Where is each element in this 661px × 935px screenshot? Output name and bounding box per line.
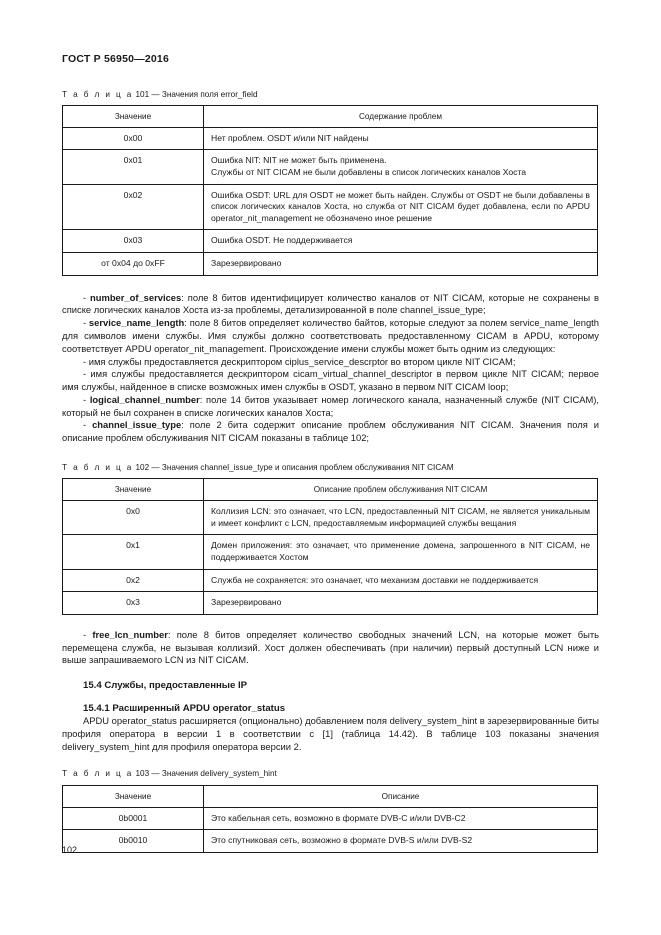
table-row: [63, 592, 598, 615]
table-row: [63, 253, 598, 276]
table-caption-word: Т а б л и ц а: [62, 462, 134, 472]
table-102-caption-text: Значения channel_issue_type и описания проблем обслуживания NIT CICAM: [161, 462, 454, 472]
table-103-dash: —: [151, 769, 160, 779]
table-101-header-row: [63, 105, 598, 127]
table-row: [63, 150, 598, 184]
table-103-body: [63, 807, 598, 852]
table-row: [63, 184, 598, 230]
table-103-number: 103: [135, 769, 150, 779]
table-101-cell-description: Ошибка OSDT. Не поддерживается: [204, 230, 598, 253]
bullet-service-name-source-1: - имя службы предоставляется дескриптором ciplus_service_descrptor во втором цикле NIT CICAM;: [83, 355, 516, 367]
table-101-cell-value: 0x01: [63, 150, 204, 184]
table-103-caption: [62, 769, 599, 779]
term-logical-channel-number: logical_channel_number: [89, 393, 200, 405]
table-101-number: 101: [135, 89, 150, 99]
table-101-cell-value: 0x02: [63, 184, 204, 230]
table-102-cell-value: 0x2: [63, 569, 204, 592]
text-number-of-services: : поле 8 битов идентифицирует количество каналов от NIT CICAM, которые не сохранены в списке логических каналов Хоста из-за проблемы, детализированной в поле channel_issue_type;: [62, 291, 599, 316]
section-heading-15-4: 15.4 Службы, предоставленные IP: [83, 680, 248, 692]
table-102: [62, 478, 598, 615]
table-102-cell-value: 0x1: [63, 535, 204, 569]
table-101: [62, 105, 598, 276]
text-service-name-length: : поле 8 битов определяет количество байтов, которые следуют за полем service_name_length для символов имени службы. Имя службы должно соответствовать предоставленному CICAM в APDU, которому соответствует APDU operator_nit_management. Происхождение имени службы может быть одним из следующих:: [62, 317, 599, 354]
term-free-lcn-number: free_lcn_number: [92, 628, 168, 640]
table-102-cell-description: Коллизия LCN: это означает, что LCN, предоставленный NIT CICAM, не является уникальным и имеет конфликт с LCN, предоставляемым информацией службы вещания: [204, 501, 598, 535]
table-101-cell-value: 0x03: [63, 230, 204, 253]
table-103-cell-value: 0b0001: [63, 807, 204, 830]
standard-header: ГОСТ Р 56950—2016: [62, 53, 170, 65]
table-caption-word: Т а б л и ц а: [62, 89, 134, 99]
table-102-number: 102: [135, 462, 150, 472]
table-101-col-description: Содержание проблем: [204, 105, 598, 127]
table-caption-word: Т а б л и ц а: [62, 769, 134, 779]
table-102-body: [63, 501, 598, 615]
table-row: [63, 501, 598, 535]
table-row: [63, 230, 598, 253]
table-101-cell-value: от 0x04 до 0xFF: [63, 253, 204, 276]
paragraph-operator-status: APDU operator_status расширяется (опционально) добавлением поля delivery_system_hint в зарезервированные биты профиля оператора в версии 1 в соответствии с [1] (таблица 14.42). В таблице 103 показаны значения delivery_system_hint для профиля оператора версии 2.: [62, 715, 599, 752]
section-heading-15-4-1: 15.4.1 Расширенный APDU operator_status: [83, 702, 286, 714]
table-103-caption-text: Значения delivery_system_hint: [161, 769, 277, 779]
table-103-header-row: [63, 785, 598, 807]
table-101-caption-text: Значения поля error_field: [161, 89, 258, 99]
table-row: [63, 535, 598, 569]
table-101-cell-value: 0x00: [63, 127, 204, 150]
paragraph-channel-issue-type: - channel_issue_type: поле 2 бита содержит описание проблем обслуживания NIT CICAM. Значения поля и описание проблем обслуживания NIT CICAM показаны в таблице 102;: [62, 419, 599, 444]
table-103-cell-description: Это кабельная сеть, возможно в формате DVB-C и/или DVB-C2: [204, 807, 598, 830]
table-102-cell-description: Домен приложения: это означает, что применение домена, запрошенного в NIT CICAM, не поддерживается Хостом: [204, 535, 598, 569]
paragraph-number-of-services: - number_of_services: поле 8 битов идентифицирует количество каналов от NIT CICAM, которые не сохранены в списке логических каналов Хоста из-за проблемы, детализированной в поле channel_issue_type;: [62, 291, 599, 316]
table-row: [63, 569, 598, 592]
table-103-cell-description: Это спутниковая сеть, возможно в формате DVB-S и/или DVB-S2: [204, 830, 598, 853]
table-102-col-value: Значение: [63, 479, 204, 501]
paragraph-free-lcn-number: - free_lcn_number: поле 8 битов определяет количество свободных значений LCN, на которые может быть перемещена служба, не вызывая коллизий. Хост должен обеспечивать (при наличии) первый доступный LCN ниже и выше запрашиваемого LCN из NIT CICAM.: [62, 628, 599, 666]
term-number-of-services: number_of_services: [90, 291, 182, 303]
table-103-col-value: Значение: [63, 785, 204, 807]
paragraph-logical-channel-number: - logical_channel_number: поле 14 битов указывает номер логического канала, назначенный службе (NIT CICAM), который не был сохранен в списке логических каналов Хоста;: [62, 393, 599, 418]
table-102-header-row: [63, 479, 598, 501]
table-101-cell-description: Нет проблем. OSDT и/или NIT найдены: [204, 127, 598, 150]
table-row: [63, 807, 598, 830]
table-102-caption: [62, 463, 599, 473]
table-row: [63, 830, 598, 853]
table-101-cell-description: Ошибка OSDT: URL для OSDT не может быть найден. Службы от OSDT не были добавлены в список логических каналов Хоста, но служба от NIT CICAM будет добавлена, если по APDU operator_nit_management не обозначено иное решение: [204, 184, 598, 230]
table-103-col-description: Описание: [204, 785, 598, 807]
table-102-dash: —: [151, 462, 160, 472]
bullet-service-name-source-2: - имя службы предоставляется дескриптором cicam_virtual_channel_descriptor в первом цикле NIT CICAM; первое имя службы, найденное в списке возможных имен службы в OSDT, указано в первом NIT CICAM loop;: [62, 368, 599, 393]
table-102-cell-value: 0x3: [63, 592, 204, 615]
table-101-cell-description: Зарезервировано: [204, 253, 598, 276]
table-102-cell-value: 0x0: [63, 501, 204, 535]
table-101-body: [63, 127, 598, 275]
table-103: [62, 785, 598, 853]
table-row: [63, 127, 598, 150]
term-channel-issue-type: channel_issue_type: [92, 419, 182, 431]
term-service-name-length: service_name_length: [88, 317, 185, 329]
table-101-caption: [62, 90, 599, 100]
table-102-cell-description: Служба не сохраняется: это означает, что механизм доставки не поддерживается: [204, 569, 598, 592]
table-101-cell-description: Ошибка NIT: NIT не может быть применена. Службы от NIT CICAM не были добавлены в список логических каналов Хоста: [204, 150, 598, 184]
table-101-dash: —: [151, 89, 160, 99]
page-number: 102: [62, 845, 78, 855]
table-102-cell-description: Зарезервировано: [204, 592, 598, 615]
text-free-lcn-number: : поле 8 битов определяет количество свободных значений LCN, на которые может быть перемещена служба, не вызывая коллизий. Хост должен обеспечивать (при наличии) первый доступный LCN ниже и выше запрашиваемого LCN из NIT CICAM.: [62, 628, 599, 666]
paragraph-service-name-length: - service_name_length: поле 8 битов определяет количество байтов, которые следуют за полем service_name_length для символов имени службы. Имя службы должно соответствовать предоставленному CICAM в APDU, которому соответствует APDU operator_nit_management. Происхождение имени службы может быть одним из следующих:: [62, 317, 599, 354]
text-channel-issue-type: : поле 2 бита содержит описание проблем обслуживания NIT CICAM. Значения поля и описание проблем обслуживания NIT CICAM показаны в таблице 102;: [62, 419, 599, 444]
table-101-col-value: Значение: [63, 105, 204, 127]
text-logical-channel-number: : поле 14 битов указывает номер логического канала, назначенный службе (NIT CICAM), который не был сохранен в списке логических каналов Хоста;: [62, 393, 599, 418]
table-103-cell-value: 0b0010: [63, 830, 204, 853]
table-102-col-description: Описание проблем обслуживания NIT CICAM: [204, 479, 598, 501]
